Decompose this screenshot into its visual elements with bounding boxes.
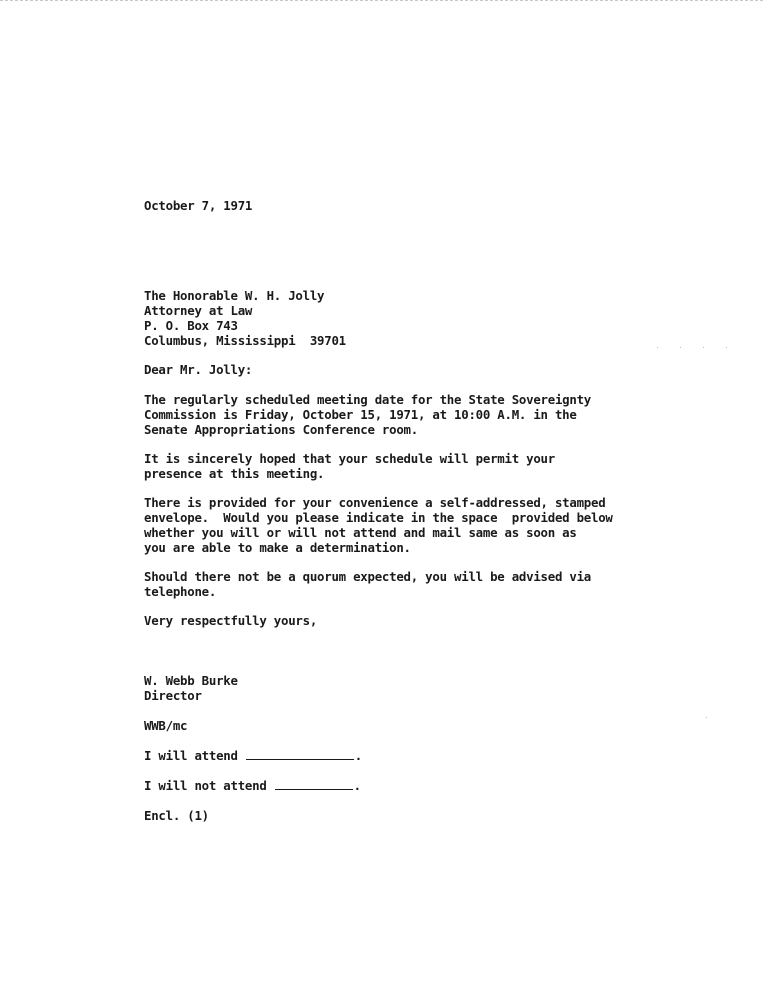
scan-speck (703, 347, 704, 348)
paragraph-line: Should there not be a quorum expected, you will be advised via (144, 569, 592, 584)
paragraph-line: you are able to make a determination. (144, 540, 411, 555)
not-attend-label: I will not attend (144, 778, 267, 793)
signer-title: Director (144, 688, 202, 703)
enclosure-note: Encl. (1) (144, 808, 209, 823)
address-line: Attorney at Law (144, 303, 253, 318)
attend-period: . (354, 748, 362, 763)
paragraph-presence (144, 451, 704, 481)
paragraph-line: envelope. Would you please indicate in the space provided below (144, 510, 613, 525)
paragraph-quorum (144, 569, 704, 599)
signer-name: W. Webb Burke (144, 673, 238, 688)
paragraph-meeting-date (144, 392, 704, 437)
paragraph-line: The regularly scheduled meeting date for the State Sovereignty (144, 392, 592, 407)
paragraph-line: It is sincerely hoped that your schedule will permit your (144, 451, 555, 466)
letter-date: October 7, 1971 (144, 198, 253, 213)
scan-speck (680, 347, 681, 348)
paragraph-line: presence at this meeting. (144, 466, 325, 481)
paragraph-envelope (144, 495, 704, 555)
address-line: The Honorable W. H. Jolly (144, 288, 325, 303)
page-top-edge (0, 0, 763, 1)
complimentary-closing: Very respectfully yours, (144, 613, 318, 628)
not-attend-blank-line (275, 779, 353, 790)
paragraph-line: whether you will or will not attend and mail same as soon as (144, 525, 577, 540)
address-line: Columbus, Mississippi 39701 (144, 333, 346, 348)
reply-not-attend (144, 778, 704, 793)
recipient-address (144, 288, 704, 348)
scan-speck (726, 347, 727, 348)
reply-attend (144, 748, 704, 763)
paragraph-line: There is provided for your convenience a self-addressed, stamped (144, 495, 606, 510)
scan-speck (706, 717, 707, 718)
address-line: P. O. Box 743 (144, 318, 238, 333)
reference-initials: WWB/mc (144, 718, 188, 733)
scan-speck (657, 347, 658, 348)
attend-label: I will attend (144, 748, 238, 763)
letter-body (144, 198, 704, 823)
salutation: Dear Mr. Jolly: (144, 362, 253, 377)
signature-block (144, 673, 704, 703)
paragraph-line: telephone. (144, 584, 217, 599)
attend-blank-line (246, 749, 354, 760)
not-attend-period: . (353, 778, 361, 793)
paragraph-line: Senate Appropriations Conference room. (144, 422, 418, 437)
paragraph-line: Commission is Friday, October 15, 1971, at 10:00 A.M. in the (144, 407, 577, 422)
